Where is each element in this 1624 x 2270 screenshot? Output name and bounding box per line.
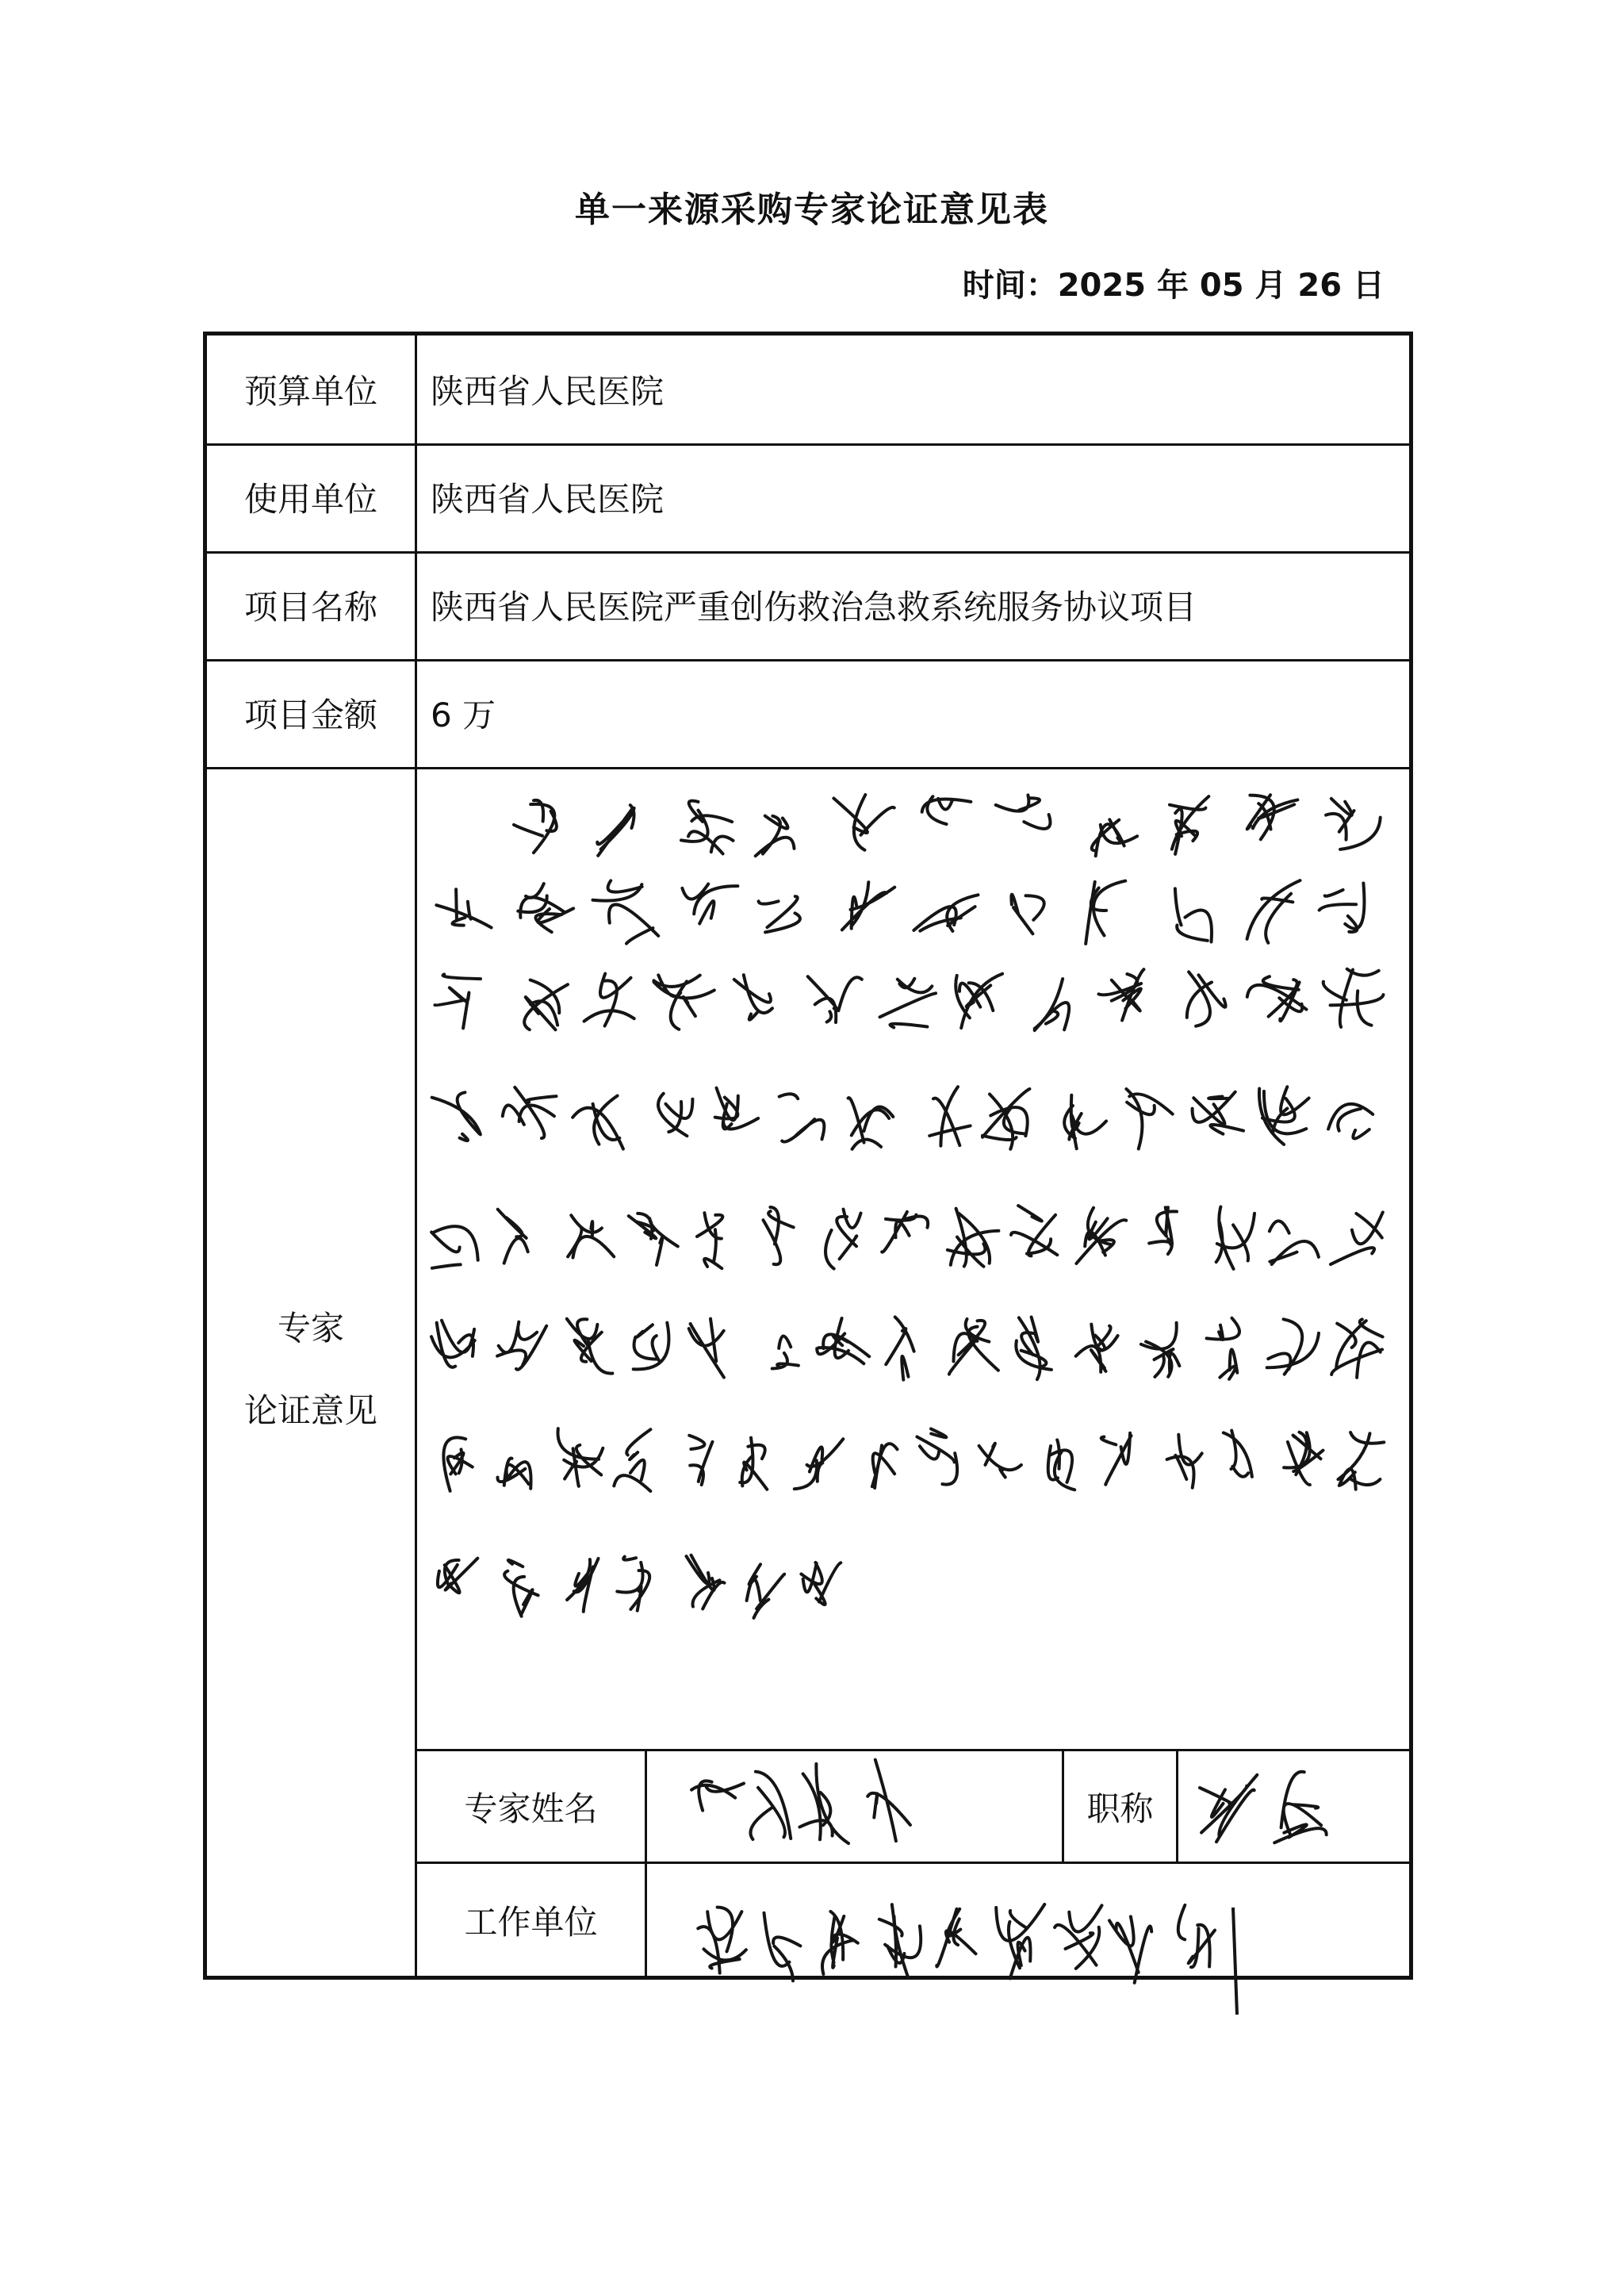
project-amount-value: 6 万 <box>431 696 496 734</box>
column-divider <box>645 1749 647 1976</box>
row-divider <box>207 767 1409 769</box>
opinion-label-line2: 论证意见 <box>243 1391 377 1430</box>
form-date: 时间：2025 年 05 月 26 日 <box>962 267 1385 304</box>
project-amount-label: 项目金额 <box>243 696 377 734</box>
project-name-value: 陕西省人民医院严重创伤救治急救系统服务协议项目 <box>431 588 1197 627</box>
column-divider <box>415 336 417 1976</box>
project-name-label: 项目名称 <box>243 588 377 627</box>
opinion-label-line1: 专家 <box>277 1309 344 1348</box>
column-divider <box>1176 1749 1178 1862</box>
expert-name-label: 专家姓名 <box>464 1789 598 1828</box>
user-unit-label: 使用单位 <box>243 480 377 519</box>
work-unit-label: 工作单位 <box>464 1902 598 1942</box>
expert-title-label: 职称 <box>1086 1789 1154 1828</box>
expert-opinion-form <box>203 332 1413 1980</box>
budget-unit-value: 陕西省人民医院 <box>431 372 665 411</box>
budget-unit-label: 预算单位 <box>243 372 377 411</box>
opinion-label <box>207 1287 415 1452</box>
form-title: 单一来源采购专家论证意见表 <box>575 190 1049 230</box>
user-unit-value: 陕西省人民医院 <box>431 480 665 519</box>
